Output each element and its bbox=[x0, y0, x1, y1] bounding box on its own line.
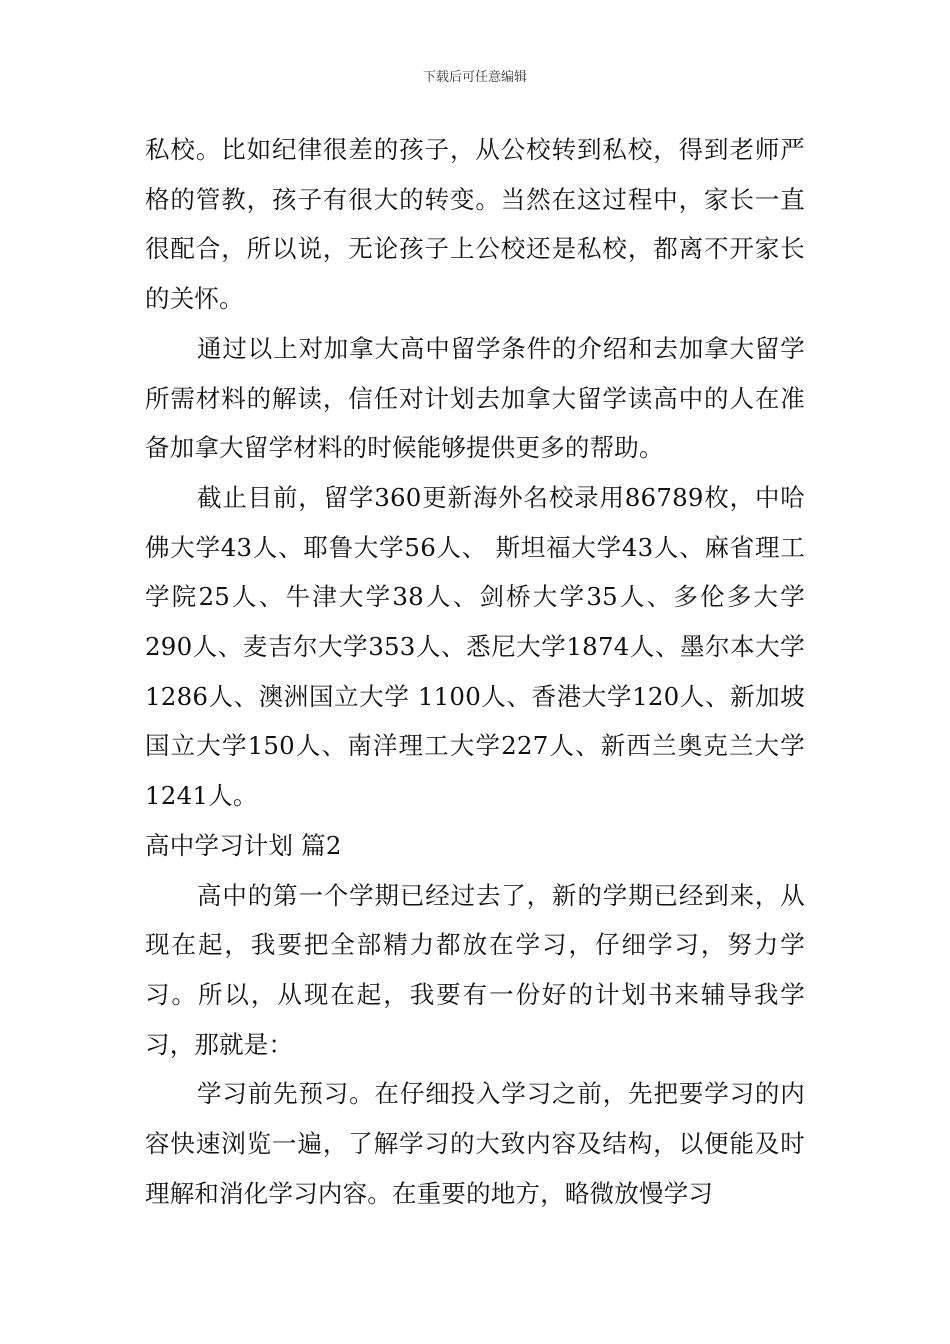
section-heading: 高中学习计划 篇2 bbox=[145, 830, 342, 860]
paragraph-preview: 学习前先预习。在仔细投入学习之前，先把要学习的内容快速浏览一遍，了解学习的大致内容及结构，以便能及时理解和消化学习内容。在重要的地方，略微放慢学习 bbox=[145, 1079, 805, 1208]
paragraph-continuation: 私校。比如纪律很差的孩子，从公校转到私校，得到老师严格的管教，孩子有很大的转变。当然在这过程中，家长一直很配合，所以说，无论孩子上公校还是私校，都离不开家长的关怀。 bbox=[145, 135, 805, 314]
document-body bbox=[145, 125, 805, 1218]
paragraph-intro: 高中的第一个学期已经过去了，新的学期已经到来，从现在起，我要把全部精力都放在学习，仔细学习，努力学习。所以，从现在起，我要有一份好的计划书来辅导我学习，那就是： bbox=[145, 880, 805, 1059]
paragraph-summary: 通过以上对加拿大高中留学条件的介绍和去加拿大留学所需材料的解读，信任对计划去加拿大留学读高中的人在准备加拿大留学材料的时候能够提供更多的帮助。 bbox=[145, 333, 805, 463]
page-header: 下载后可任意编辑 bbox=[422, 70, 527, 85]
paragraph-admissions: 截止目前，留学360更新海外名校录用86789枚，中哈佛大学43人、耶鲁大学56人、 斯坦福大学43人、麻省理工学院25人、牛津大学38人、剑桥大学35人、多伦多大学 290人、麦吉尔大学353人、悉尼大学1874人、墨尔本大学1286人、澳洲国立大学 1100人、香港大学120人、新加坡国立大学150人、南洋理工大学227人、新西兰奥克兰大学1241人。 bbox=[145, 482, 805, 811]
